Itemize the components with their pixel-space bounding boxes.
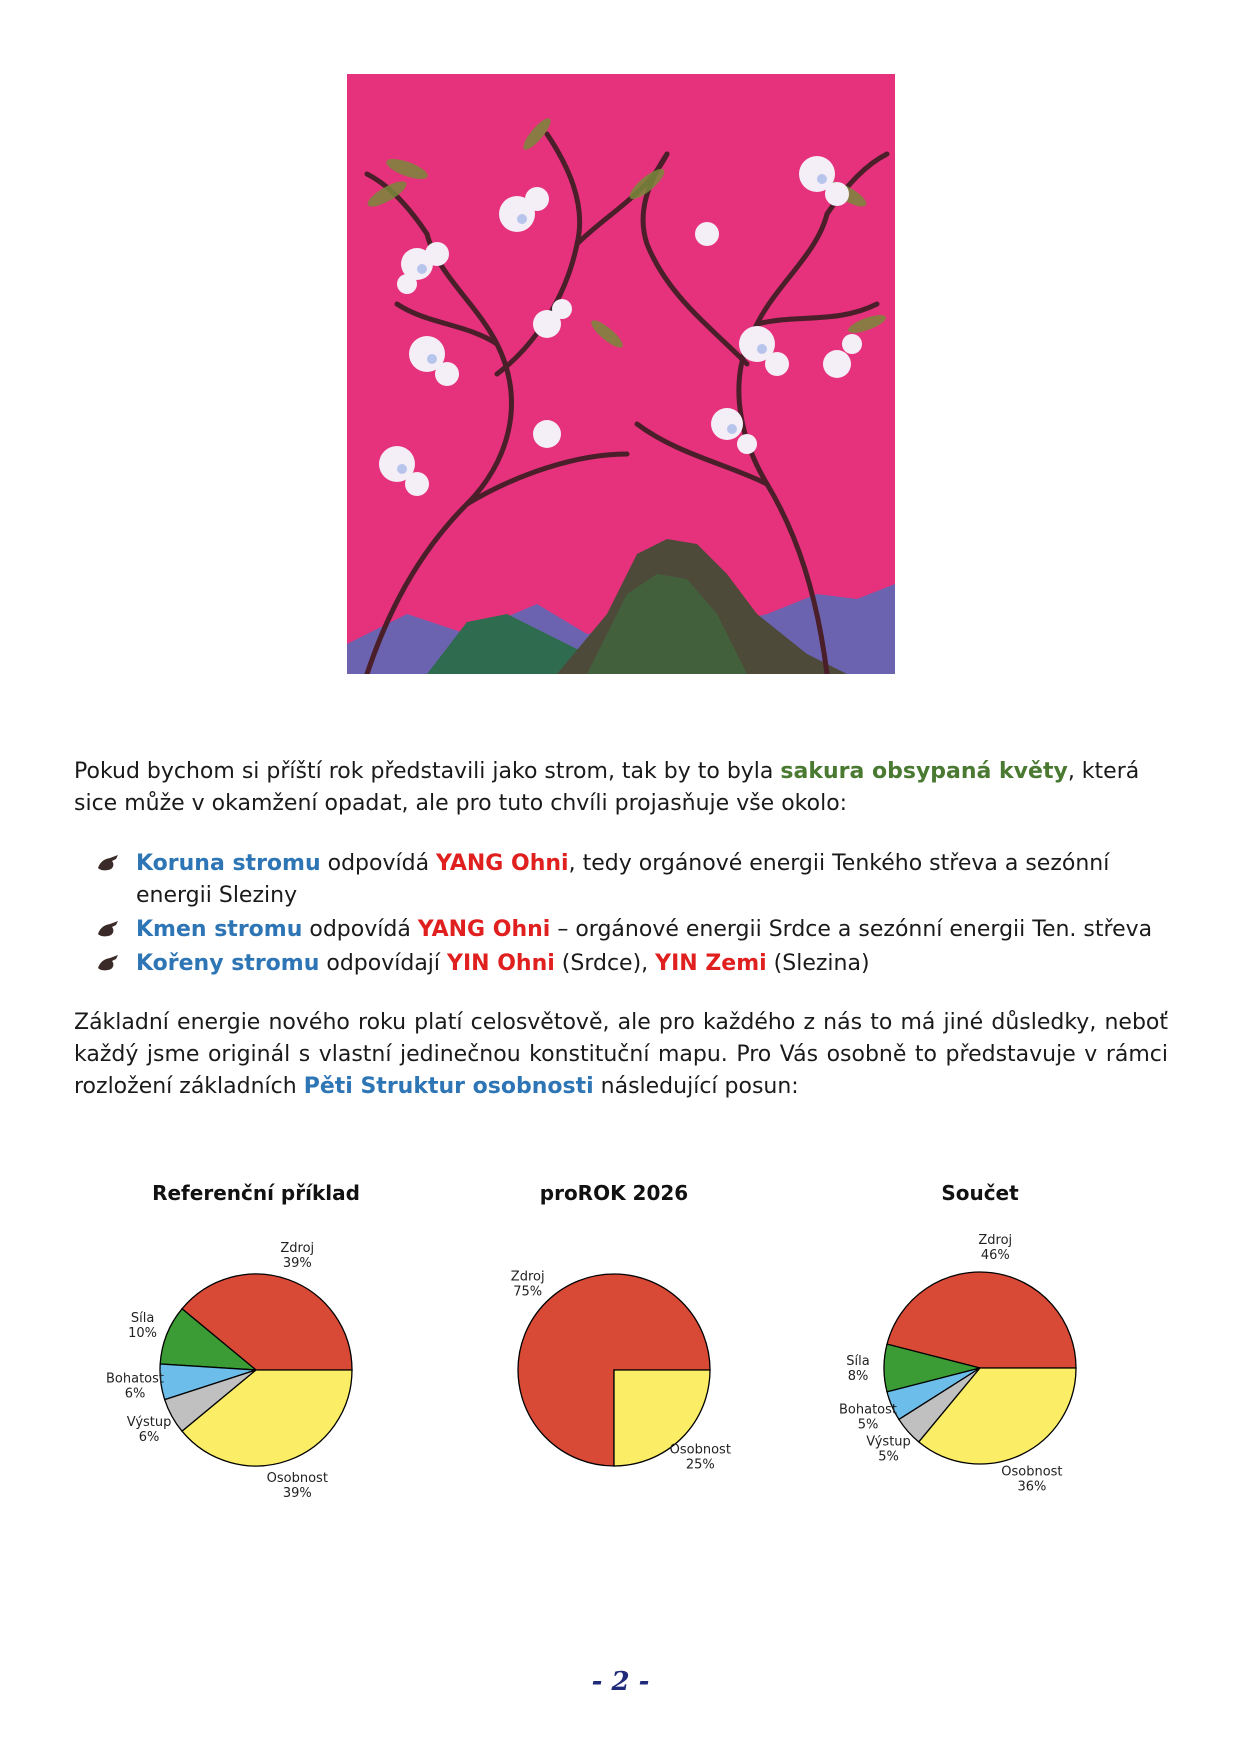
- slice-name-label: Bohatost: [106, 1371, 164, 1387]
- slice-percent-label: 6%: [138, 1429, 160, 1445]
- slice-percent-label: 39%: [282, 1485, 312, 1501]
- bullet-verb: odpovídají: [319, 951, 448, 976]
- slice-percent-label: 10%: [128, 1326, 158, 1342]
- slice-name-label: Výstup: [126, 1414, 172, 1430]
- bullet-element: YIN Ohni: [447, 951, 555, 976]
- slice-name-label: Síla: [846, 1354, 870, 1369]
- structures-text-before: Základní energie nového roku platí celosvětově, ale pro každého z nás to má jiné důsledky, neboť každý jsme originál s vlastní jedinečnou konstituční mapu. Pro Vás osobně to představuje v rámci rozložení základních: [74, 1010, 1168, 1099]
- bullet-verb: odpovídá: [302, 917, 418, 942]
- pie-charts-row: [60, 1180, 1180, 1520]
- bullet-rest: , tedy orgánové energii Tenkého střeva a sezónní energii Sleziny: [136, 851, 1110, 908]
- slice-name-label: Bohatost: [839, 1402, 897, 1418]
- slice-name-label: Síla: [130, 1311, 155, 1327]
- sakura-painting: [347, 74, 895, 674]
- bullet-subject: Kořeny stromu: [136, 951, 320, 976]
- slice-name-label: Osobnost: [669, 1442, 731, 1458]
- slice-percent-label: 25%: [685, 1457, 715, 1473]
- structures-text-after: následující posun:: [593, 1074, 799, 1099]
- hand-pointer-icon: [96, 852, 120, 874]
- hand-pointer-icon: [96, 918, 120, 940]
- pie-chart: [106, 1181, 360, 1501]
- slice-name-label: Zdroj: [510, 1269, 545, 1285]
- bullet-subject: Kmen stromu: [136, 917, 303, 942]
- slice-percent-label: 8%: [847, 1369, 869, 1384]
- bullet-verb: odpovídá: [320, 851, 437, 876]
- tree-parts-list: [96, 848, 1166, 982]
- bullet-element: YANG Ohni: [436, 851, 569, 876]
- slice-name-label: Výstup: [866, 1434, 911, 1450]
- slice-percent-label: 39%: [282, 1256, 312, 1272]
- bullet-element: YANG Ohni: [417, 917, 551, 942]
- slice-percent-label: 5%: [857, 1417, 879, 1433]
- slice-percent-label: 36%: [1017, 1479, 1047, 1495]
- intro-paragraph: [74, 756, 1168, 820]
- bullet-mid: (Srdce),: [554, 951, 656, 976]
- pie-charts-svg: [60, 1180, 1180, 1520]
- intro-highlight: sakura obsypaná květy: [780, 759, 1068, 784]
- bullet-rest: (Slezina): [766, 951, 870, 976]
- slice-percent-label: 6%: [124, 1386, 146, 1402]
- chart-title: Referenční příklad: [152, 1181, 360, 1205]
- slice-percent-label: 5%: [878, 1449, 899, 1465]
- bullet-element-2: YIN Zemi: [655, 951, 767, 976]
- slice-percent-label: 46%: [980, 1248, 1010, 1263]
- slice-name-label: Osobnost: [1001, 1464, 1063, 1480]
- chart-title: Součet: [941, 1181, 1019, 1205]
- slice-percent-label: 75%: [513, 1284, 543, 1300]
- structures-paragraph: [74, 1007, 1168, 1103]
- slice-name-label: Zdroj: [280, 1241, 315, 1257]
- structures-highlight: Pěti Struktur osobnosti: [303, 1074, 594, 1099]
- intro-text-before: Pokud bychom si příští rok představili jako strom, tak by to byla: [74, 759, 781, 784]
- list-item: [96, 948, 1166, 980]
- list-item: [96, 848, 1166, 912]
- intro-text-after: , která sice může v okamžení opadat, ale pro tuto chvíli projasňuje vše okolo:: [74, 759, 1140, 816]
- hand-pointer-icon: [96, 952, 120, 974]
- pie-chart: [511, 1181, 731, 1472]
- bullet-subject: Koruna stromu: [136, 851, 321, 876]
- bullet-rest: – orgánové energii Srdce a sezónní energii Ten. střeva: [550, 917, 1153, 942]
- pie-chart: [839, 1181, 1076, 1494]
- chart-title: proROK 2026: [539, 1181, 689, 1205]
- slice-name-label: Osobnost: [266, 1470, 328, 1486]
- page-number: - 2 -: [591, 1667, 650, 1697]
- slice-name-label: Zdroj: [978, 1233, 1013, 1248]
- list-item: [96, 914, 1166, 946]
